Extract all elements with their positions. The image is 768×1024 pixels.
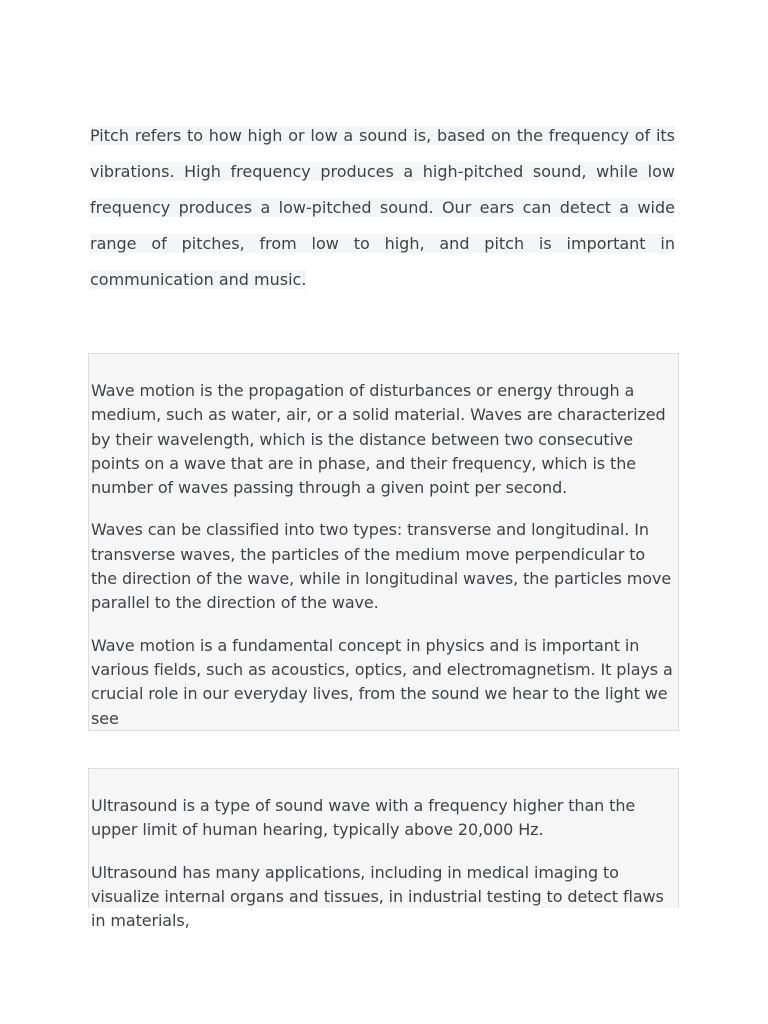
- wave-motion-paragraph-2: Waves can be classified into two types: transverse and longitudinal. In transverse waves, the particles of the medium move perpendicular to the direction of the wave, while in longitudinal waves, the particles move parallel to the direction of the wave.: [91, 520, 672, 613]
- pitch-paragraph: [90, 118, 675, 298]
- ultrasound-paragraph-1: Ultrasound is a type of sound wave with a frequency higher than the upper limit of human hearing, typically above 20,000 Hz.: [91, 796, 636, 840]
- wave-motion-paragraph-1: Wave motion is the propagation of disturbances or energy through a medium, such as water, air, or a solid material. Waves are characterized by their wavelength, which is the distance between two consecutive points on a wave that are in phase, and their frequency, which is the number of waves passing through a given point per second.: [91, 381, 666, 498]
- pitch-text: Pitch refers to how high or low a sound is, based on the frequency of its vibrations. High frequency produces a high-pitched sound, while low frequency produces a low-pitched sound. Our ears can detect a wide range of pitches, from low to high, and pitch is important in communication and music.: [90, 126, 675, 289]
- wave-motion-card: [88, 353, 679, 731]
- pitch-section: [90, 118, 675, 298]
- wave-motion-paragraph-3: Wave motion is a fundamental concept in physics and is important in various fields, such as acoustics, optics, and electromagnetism. It plays a crucial role in our everyday lives, from the sound we hear to the light we see: [91, 635, 673, 728]
- ultrasound-card: [88, 768, 679, 931]
- ultrasound-paragraph-2: Ultrasound has many applications, including in medical imaging to visualize internal organs and tissues, in industrial testing to detect flaws in materials,: [91, 862, 664, 931]
